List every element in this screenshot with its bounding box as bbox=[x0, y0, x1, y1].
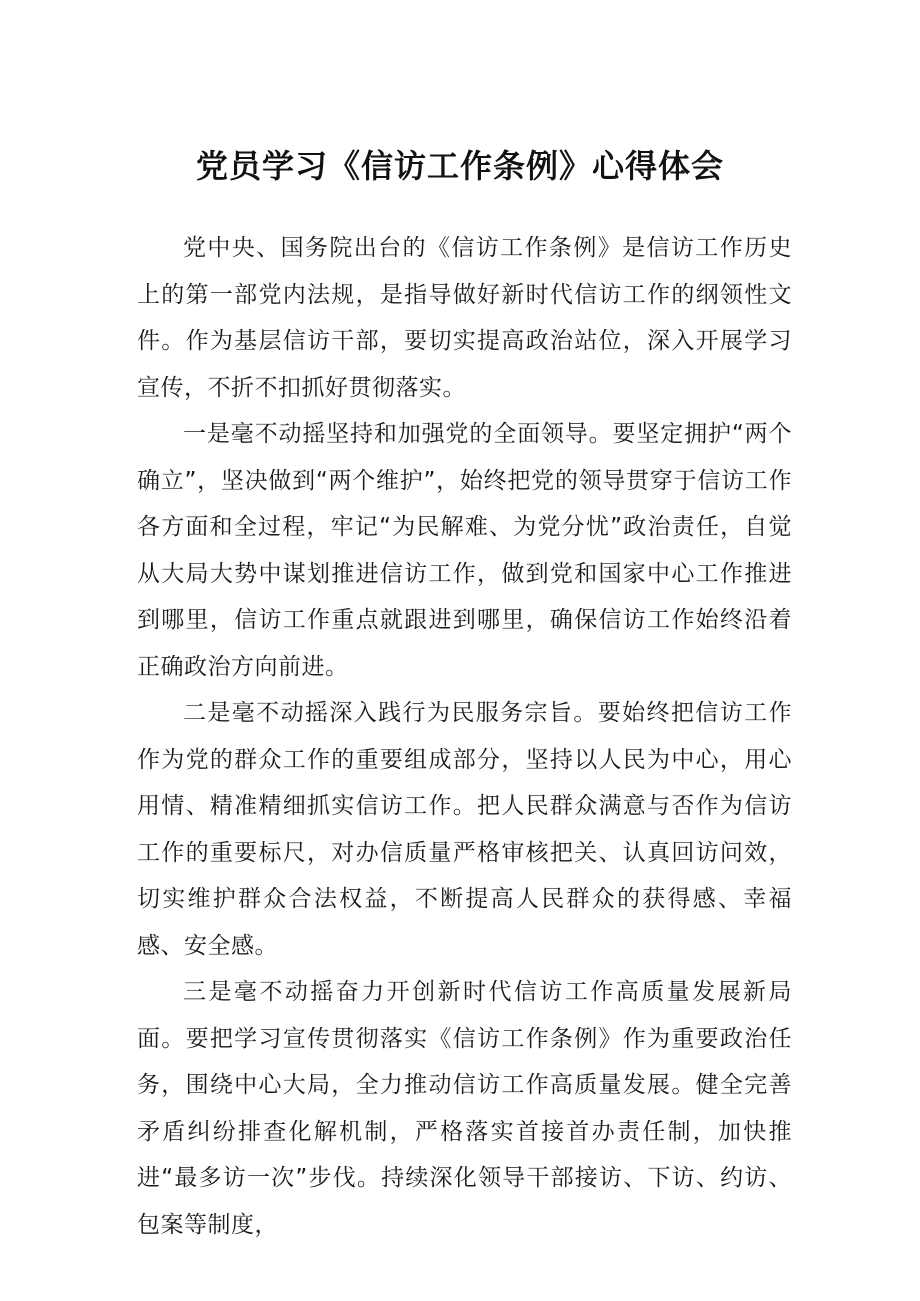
paragraph-point-one: 一是毫不动摇坚持和加强党的全面领导。要坚定拥护“两个确立”，坚决做到“两个维护”，始终把党的领导贯穿于信访工作各方面和全过程，牢记“为民解难、为党分忧”政治责任，自觉从大局大势中谋划推进信访工作，做到党和国家中心工作推进到哪里，信访工作重点就跟进到哪里，确保信访工作始终沿着正确政治方向前进。 bbox=[137, 421, 792, 680]
paragraph-point-three: 三是毫不动摇奋力开创新时代信访工作高质量发展新局面。要把学习宣传贯彻落实《信访工作条例》作为重要政治任务，围绕中心大局，全力推动信访工作高质量发展。健全完善矛盾纠纷排查化解机制，严格落实首接首办责任制，加快推进“最多访一次”步伐。持续深化领导干部接访、下访、约访、包案等制度， bbox=[137, 979, 792, 1238]
document-title: 党员学习《信访工作条例》心得体会 bbox=[195, 147, 724, 185]
document-body bbox=[137, 225, 792, 1248]
paragraph-point-two: 二是毫不动摇深入践行为民服务宗旨。要始终把信访工作作为党的群众工作的重要组成部分，坚持以人民为中心，用心用情、精准精细抓实信访工作。把人民群众满意与否作为信访工作的重要标尺，对办信质量严格审核把关、认真回访问效，切实维护群众合法权益，不断提高人民群众的获得感、幸福感、安全感。 bbox=[137, 700, 792, 959]
paragraph-intro: 党中央、国务院出台的《信访工作条例》是信访工作历史上的第一部党内法规，是指导做好新时代信访工作的纲领性文件。作为基层信访干部，要切实提高政治站位，深入开展学习宣传，不折不扣抓好贯彻落实。 bbox=[137, 235, 792, 401]
